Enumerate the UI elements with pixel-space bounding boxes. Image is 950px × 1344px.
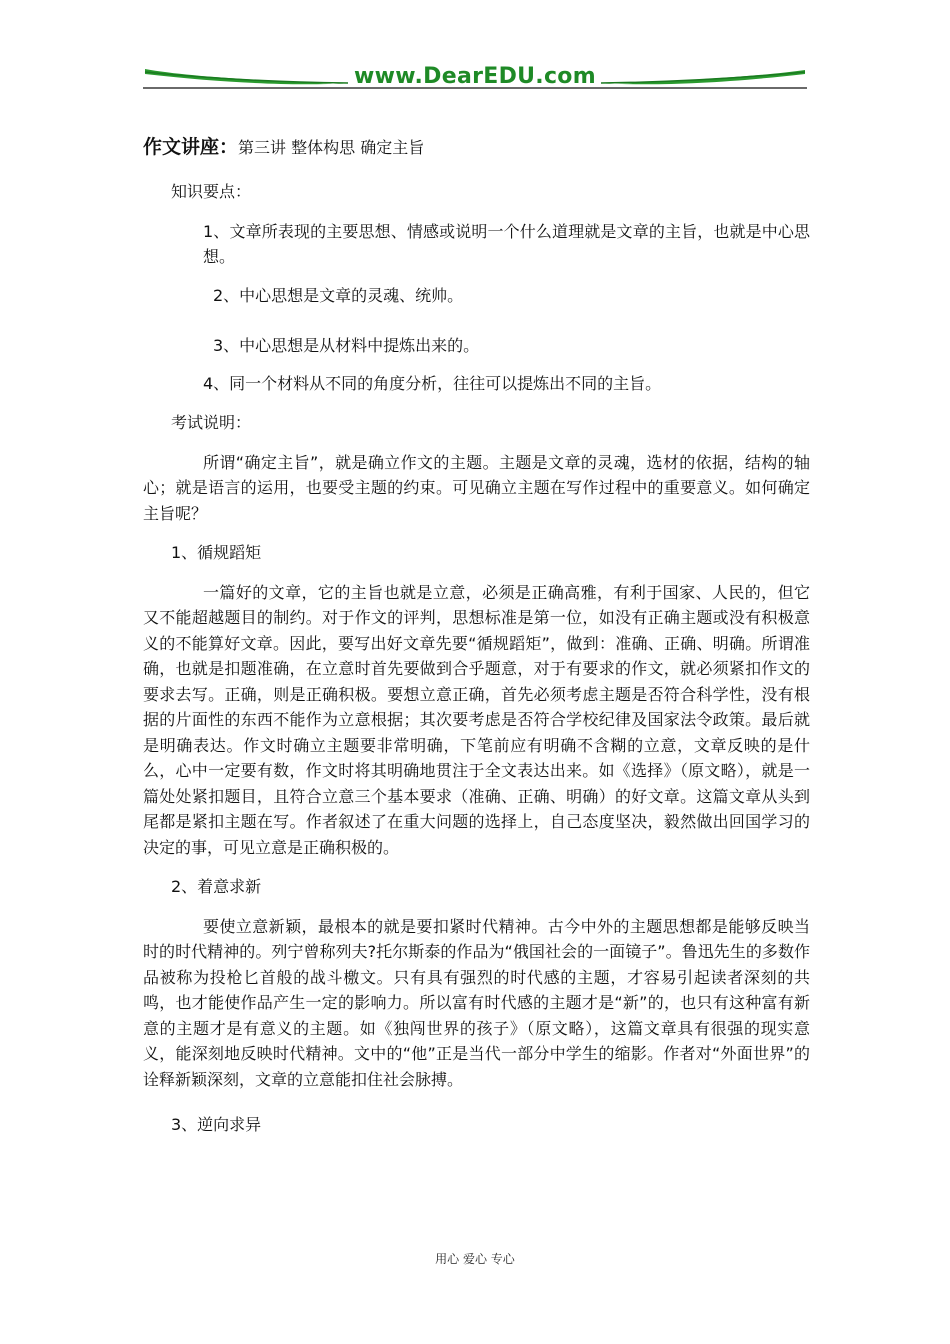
subheading-1: 1、循规蹈矩	[171, 543, 262, 562]
intro-paragraph: 所谓“确定主旨”，就是确立作文的主题。主题是文章的灵魂，选材的依据，结构的轴心；就是语言的运用，也要受主题的约束。可见确立主题在写作过程中的重要意义。如何确定主旨呢？	[143, 452, 810, 523]
title-main: 作文讲座：	[143, 136, 239, 158]
point-3: 3、中心思想是从材料中提炼出来的。	[213, 336, 480, 355]
point-1: 1、文章所表现的主要思想、情感或说明一个什么道理就是文章的主旨，也就是中心思想。	[203, 221, 810, 266]
section-heading-knowledge: 知识要点：	[171, 182, 252, 201]
document-body	[143, 132, 810, 1138]
page-footer: 用心 爱心 专心	[435, 1252, 515, 1266]
page-title	[143, 132, 810, 163]
site-logo-text: www.DearEDU.com	[354, 64, 596, 89]
point-4: 4、同一个材料从不同的角度分析，往往可以提炼出不同的主旨。	[203, 373, 662, 393]
paragraph-2: 要使立意新颖，最根本的就是要扣紧时代精神。古今中外的主题思想都是能够反映当时的时代精神的。列宁曾称列夫?托尔斯泰的作品为“俄国社会的一面镜子”。鲁迅先生的多数作品被称为投枪匕首般的战斗檄文。只有具有强烈的时代感的主题，才容易引起读者深刻的共鸣，也才能使作品产生一定的影响力。所以富有时代感的主题才是“新”的，也只有这种富有新意的主题才是有意义的主题。如《独闯世界的孩子》（原文略），这篇文章具有很强的现实意义，能深刻地反映时代精神。文中的“他”正是当代一部分中学生的缩影。作者对“外面世界”的诠释新颖深刻，文章的立意能扣住社会脉搏。	[143, 916, 810, 1089]
site-header	[143, 60, 807, 96]
subheading-3: 3、逆向求异	[171, 1115, 262, 1134]
paragraph-1: 一篇好的文章，它的主旨也就是立意，必须是正确高雅，有利于国家、人民的，但它又不能超越题目的制约。对于作文的评判，思想标准是第一位，如没有正确主题或没有积极意义的不能算好文章。因此，要写出好文章先要“循规蹈矩”，做到：准确、正确、明确。所谓准确，也就是扣题准确，在立意时首先要做到合乎题意，对于有要求的作文，就必须紧扣作文的要求去写。正确，则是正确积极。要想立意正确，首先必须考虑主题是否符合科学性，没有根据的片面性的东西不能作为立意根据；其次要考虑是否符合学校纪律及国家法令政策。最后就是明确表达。作文时确立主题要非常明确，下笔前应有明确不含糊的立意，文章反映的是什么，心中一定要有数，作文时将其明确地贯注于全文表达出来。如《选择》（原文略），就是一篇处处紧扣题目，且符合立意三个基本要求（准确、正确、明确）的好文章。这篇文章从头到尾都是紧扣主题在写。作者叙述了在重大问题的选择上，自己态度坚决，毅然做出回国学习的决定的事，可见立意是正确积极的。	[143, 582, 810, 857]
subheading-2: 2、着意求新	[171, 877, 262, 896]
section-heading-exam: 考试说明：	[171, 413, 252, 432]
title-sub: 第三讲 整体构思 确定主旨	[238, 138, 425, 157]
point-2: 2、中心思想是文章的灵魂、统帅。	[213, 285, 464, 305]
